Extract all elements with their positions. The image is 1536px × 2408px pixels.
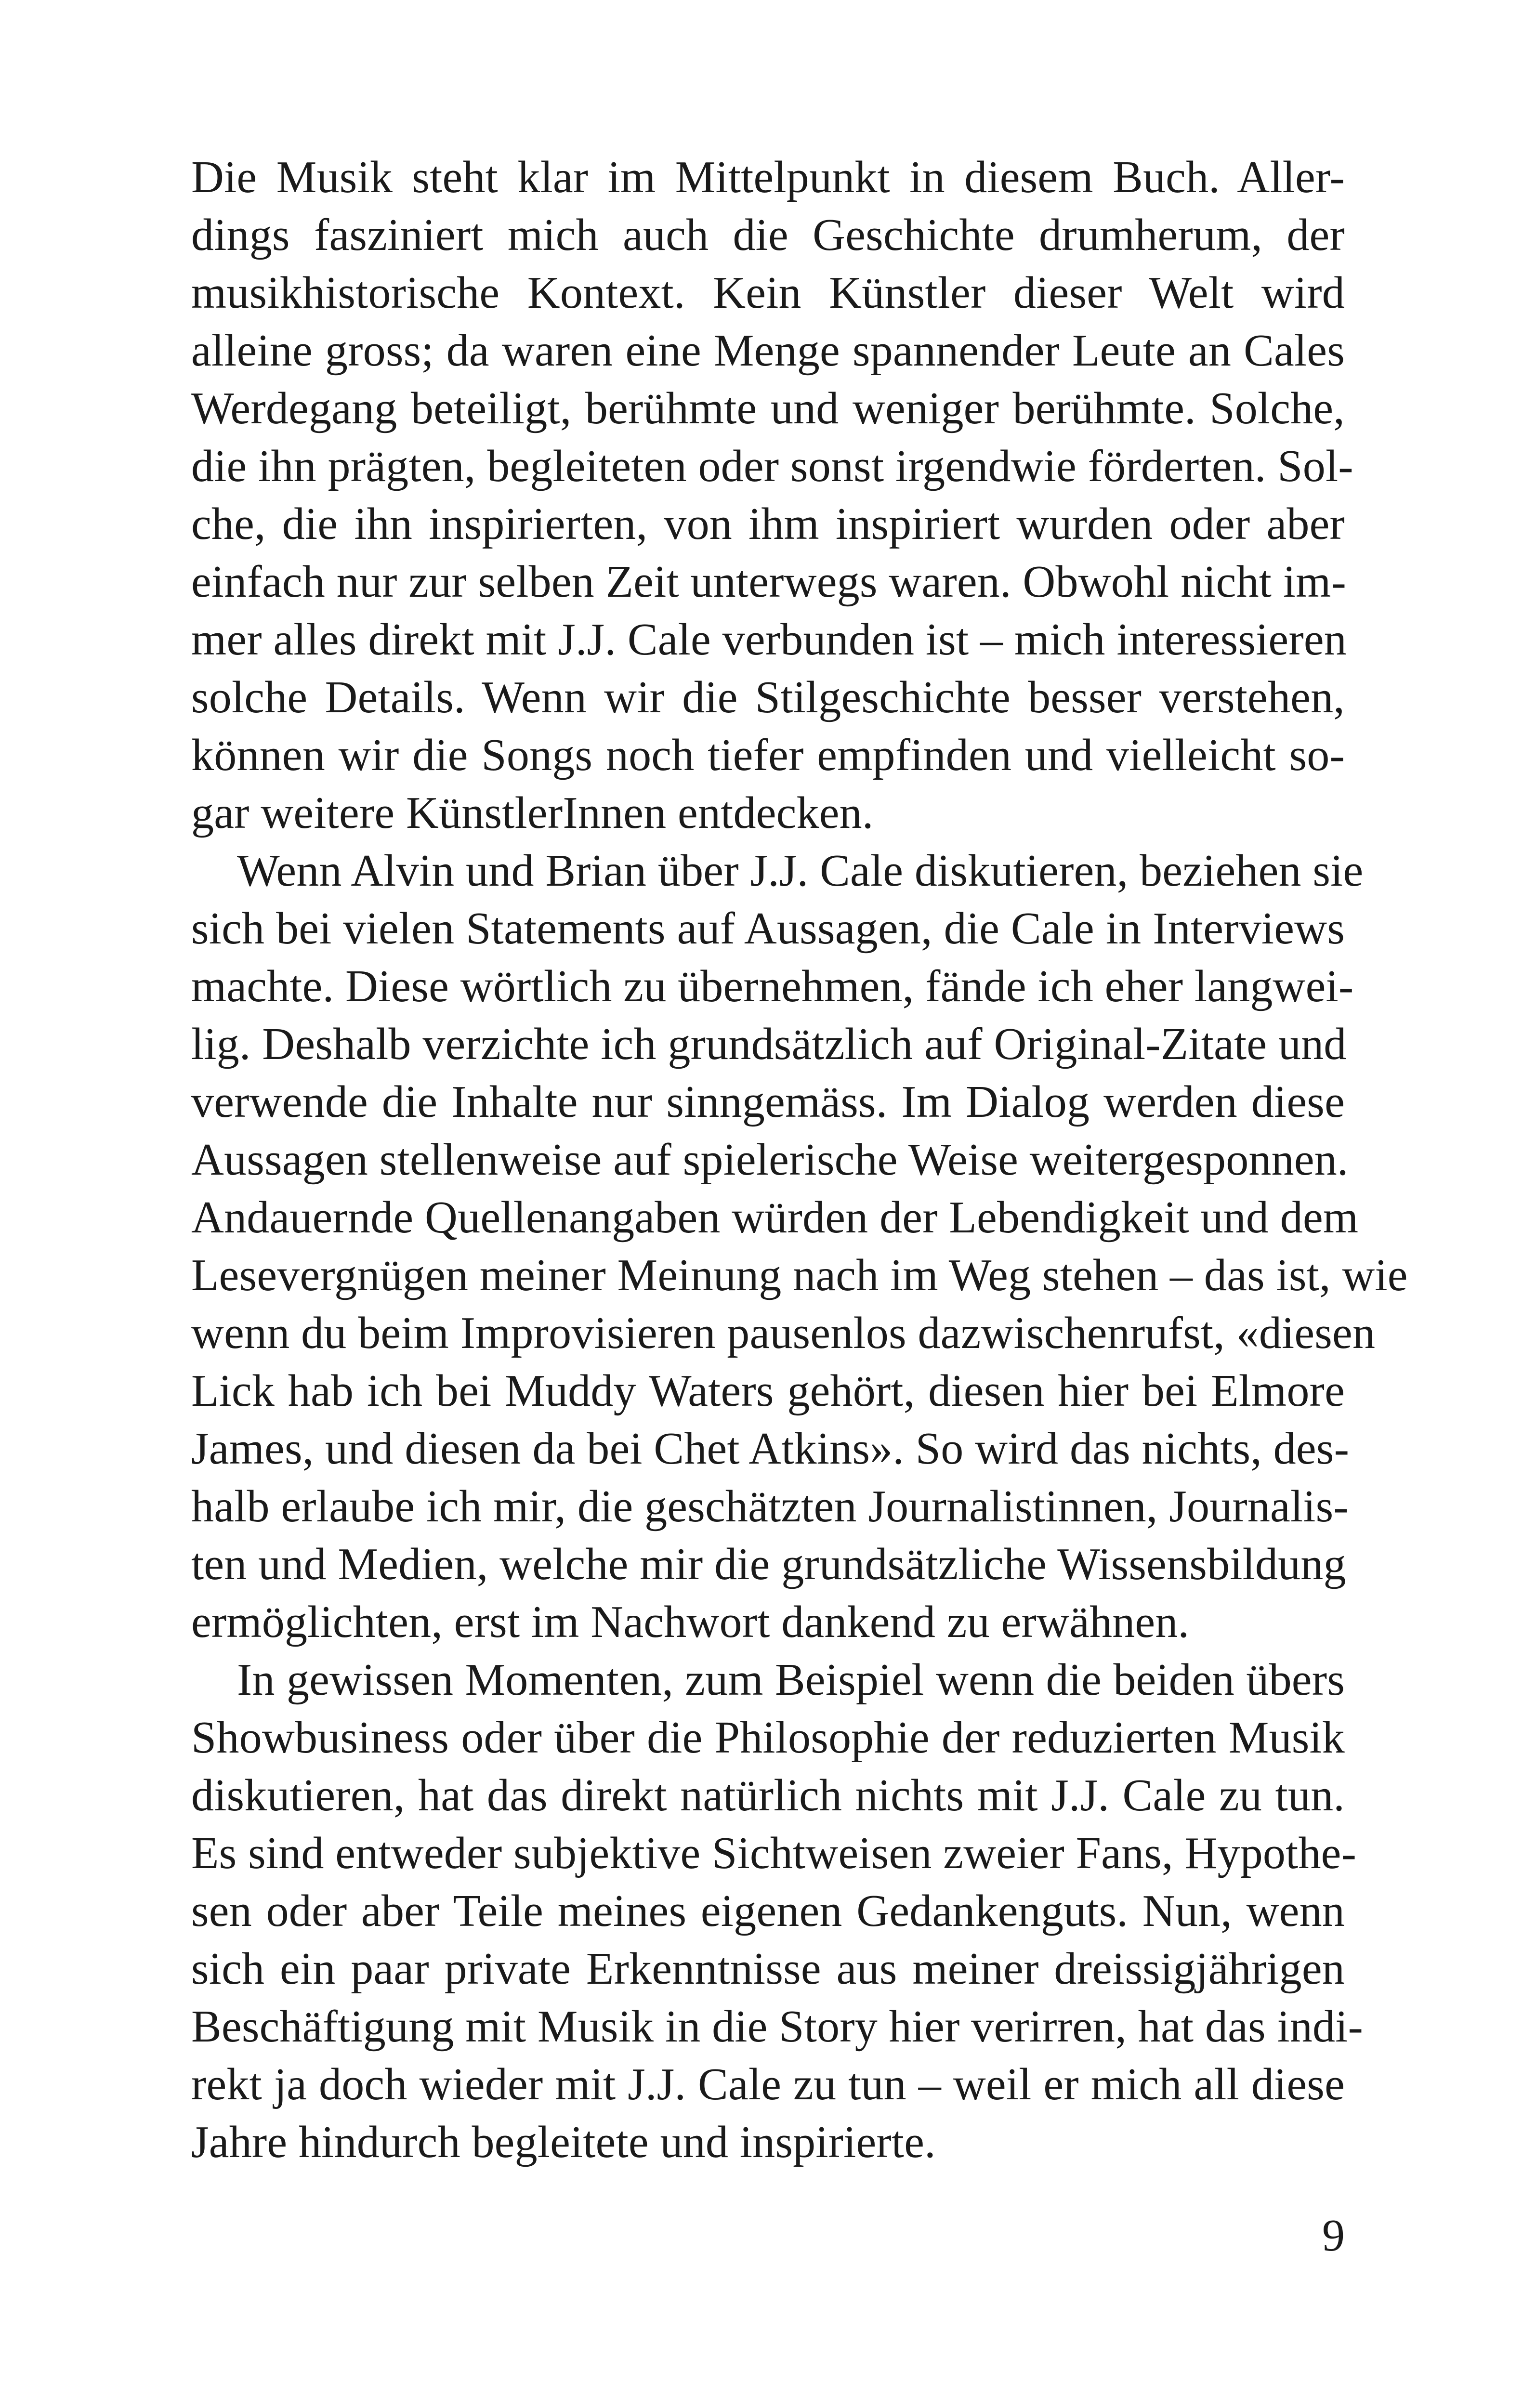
text-line: verwende die Inhalte nur sinngemäss. Im Dialog werden diese [191, 1077, 1345, 1127]
text-line: sen oder aber Teile meines eigenen Gedankenguts. Nun, wenn [191, 1886, 1345, 1936]
text-line: In gewissen Momenten, zum Beispiel wenn die beiden übers [237, 1655, 1345, 1705]
text-line: Lick hab ich bei Muddy Waters gehört, diesen hier bei Elmore [191, 1366, 1345, 1416]
text-line: mer alles direkt mit J.J. Cale verbunden ist – mich interessieren [191, 615, 1347, 665]
text-line: wenn du beim Improvisieren pausenlos dazwischenrufst, «diesen [191, 1308, 1376, 1358]
text-line: machte. Diese wörtlich zu übernehmen, fände ich eher langwei- [191, 961, 1354, 1011]
text-line: Aussagen stellenweise auf spielerische Weise weitergesponnen. [191, 1135, 1349, 1185]
paragraph [191, 1651, 1364, 2171]
text-line: Werdegang beteiligt, berühmte und weniger berühmte. Solche, [191, 383, 1345, 433]
text-line: James, und diesen da bei Chet Atkins». So wird das nichts, des- [191, 1424, 1350, 1474]
text-line: ermöglichten, erst im Nachwort dankend zu erwähnen. [191, 1597, 1190, 1647]
text-line: diskutieren, hat das direkt natürlich nichts mit J.J. Cale zu tun. [191, 1770, 1345, 1820]
text-line: Es sind entweder subjektive Sichtweisen zweier Fans, Hypothe- [191, 1828, 1357, 1878]
text-line: dings fasziniert mich auch die Geschichte drumherum, der [191, 210, 1345, 260]
text-line: lig. Deshalb verzichte ich grundsätzlich auf Original-Zitate und [191, 1019, 1347, 1069]
text-line: alleine gross; da waren eine Menge spannender Leute an Cales [191, 326, 1345, 376]
text-line: che, die ihn inspirierten, von ihm inspiriert wurden oder aber [191, 499, 1345, 549]
body-text [191, 148, 1408, 2171]
paragraph [191, 148, 1353, 842]
text-line: halb erlaube ich mir, die geschätzten Journalistinnen, Journalis- [191, 1481, 1349, 1531]
text-line: können wir die Songs noch tiefer empfinden und vielleicht so- [191, 730, 1345, 780]
text-line: gar weitere KünstlerInnen entdecken. [191, 788, 874, 838]
text-line: Die Musik steht klar im Mittelpunkt in diesem Buch. Aller- [191, 152, 1345, 202]
text-line: solche Details. Wenn wir die Stilgeschichte besser verstehen, [191, 672, 1345, 722]
text-line: ten und Medien, welche mir die grundsätzliche Wissensbildung [191, 1539, 1346, 1589]
text-line: sich ein paar private Erkenntnisse aus meiner dreissigjährigen [191, 1944, 1345, 1994]
text-line: Showbusiness oder über die Philosophie der reduzierten Musik [191, 1713, 1345, 1763]
text-line: einfach nur zur selben Zeit unterwegs waren. Obwohl nicht im- [191, 557, 1346, 607]
text-line: Lesevergnügen meiner Meinung nach im Weg stehen – das ist, wie [191, 1250, 1408, 1300]
text-line: rekt ja doch wieder mit J.J. Cale zu tun – weil er mich all diese [191, 2059, 1345, 2109]
page-number: 9 [1322, 2211, 1345, 2261]
text-line: Beschäftigung mit Musik in die Story hier verirren, hat das indi- [191, 2002, 1364, 2052]
text-line: musikhistorische Kontext. Kein Künstler dieser Welt wird [191, 268, 1345, 318]
text-line: die ihn prägten, begleiteten oder sonst irgendwie förderten. Sol- [191, 441, 1353, 491]
text-line: sich bei vielen Statements auf Aussagen, die Cale in Interviews [191, 903, 1345, 954]
paragraph [191, 842, 1408, 1651]
text-line: Jahre hindurch begleitete und inspirierte. [191, 2117, 936, 2167]
text-line: Andauernde Quellenangaben würden der Lebendigkeit und dem [191, 1192, 1359, 1243]
text-line: Wenn Alvin und Brian über J.J. Cale diskutieren, beziehen sie [237, 846, 1364, 896]
